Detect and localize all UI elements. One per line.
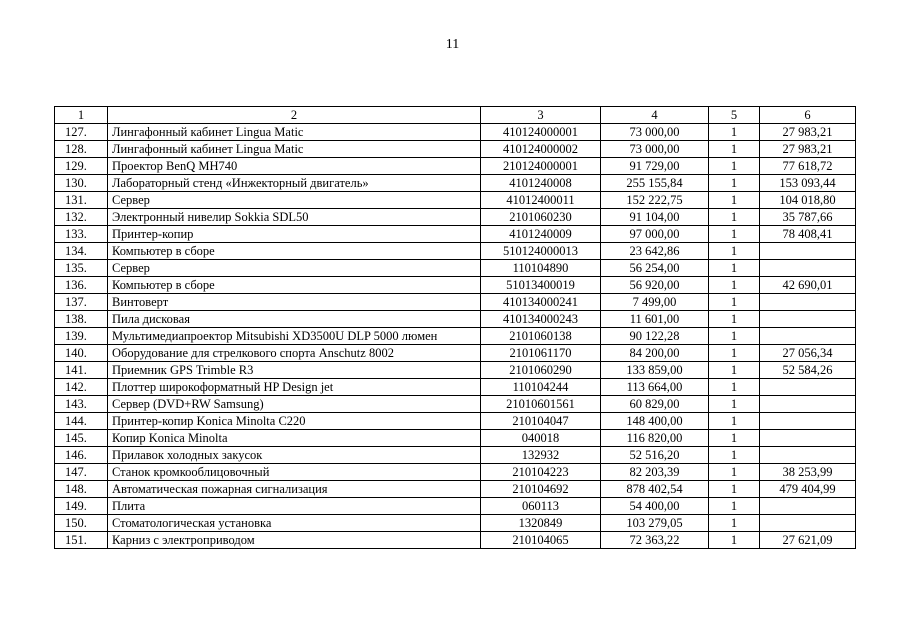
row-number-cell: 127. — [55, 124, 108, 141]
item-name-cell: Лингафонный кабинет Lingua Matic — [108, 141, 481, 158]
residual-value-cell: 35 787,66 — [760, 209, 856, 226]
cost-cell: 133 859,00 — [601, 362, 709, 379]
row-number-cell: 142. — [55, 379, 108, 396]
cost-cell: 84 200,00 — [601, 345, 709, 362]
quantity-cell: 1 — [709, 379, 760, 396]
quantity-cell: 1 — [709, 192, 760, 209]
residual-value-cell — [760, 447, 856, 464]
residual-value-cell — [760, 498, 856, 515]
inventory-table-body — [55, 107, 856, 549]
item-name-cell: Лингафонный кабинет Lingua Matic — [108, 124, 481, 141]
quantity-cell: 1 — [709, 311, 760, 328]
cost-cell: 54 400,00 — [601, 498, 709, 515]
row-number-cell: 138. — [55, 311, 108, 328]
item-name-cell: Винтоверт — [108, 294, 481, 311]
cost-cell: 60 829,00 — [601, 396, 709, 413]
cost-cell: 103 279,05 — [601, 515, 709, 532]
table-row — [55, 243, 856, 260]
row-number-cell: 136. — [55, 277, 108, 294]
residual-value-cell: 78 408,41 — [760, 226, 856, 243]
residual-value-cell — [760, 260, 856, 277]
table-row — [55, 158, 856, 175]
cost-cell: 878 402,54 — [601, 481, 709, 498]
residual-value-cell — [760, 294, 856, 311]
item-name-cell: Сервер — [108, 260, 481, 277]
row-number-cell: 139. — [55, 328, 108, 345]
table-row — [55, 141, 856, 158]
inventory-code-cell: 410134000243 — [481, 311, 601, 328]
item-name-cell: Стоматологическая установка — [108, 515, 481, 532]
inventory-code-cell: 210124000001 — [481, 158, 601, 175]
inventory-code-cell: 110104244 — [481, 379, 601, 396]
inventory-code-cell: 510124000013 — [481, 243, 601, 260]
inventory-code-cell: 4101240009 — [481, 226, 601, 243]
item-name-cell: Станок кромкооблицовочный — [108, 464, 481, 481]
residual-value-cell: 27 983,21 — [760, 124, 856, 141]
inventory-code-cell: 2101060230 — [481, 209, 601, 226]
item-name-cell: Принтер-копир — [108, 226, 481, 243]
inventory-table — [54, 106, 856, 549]
table-row — [55, 413, 856, 430]
item-name-cell: Приемник GPS Trimble R3 — [108, 362, 481, 379]
table-row — [55, 209, 856, 226]
cost-cell: 23 642,86 — [601, 243, 709, 260]
row-number-cell: 145. — [55, 430, 108, 447]
residual-value-cell: 153 093,44 — [760, 175, 856, 192]
row-number-cell: 146. — [55, 447, 108, 464]
inventory-code-cell: 4101240008 — [481, 175, 601, 192]
column-header-3: 3 — [481, 107, 601, 124]
row-number-cell: 133. — [55, 226, 108, 243]
quantity-cell: 1 — [709, 447, 760, 464]
row-number-cell: 129. — [55, 158, 108, 175]
item-name-cell: Лабораторный стенд «Инжекторный двигатель» — [108, 175, 481, 192]
cost-cell: 113 664,00 — [601, 379, 709, 396]
inventory-code-cell: 210104047 — [481, 413, 601, 430]
residual-value-cell: 479 404,99 — [760, 481, 856, 498]
row-number-cell: 141. — [55, 362, 108, 379]
residual-value-cell: 42 690,01 — [760, 277, 856, 294]
residual-value-cell — [760, 396, 856, 413]
quantity-cell: 1 — [709, 141, 760, 158]
cost-cell: 56 254,00 — [601, 260, 709, 277]
inventory-code-cell: 1320849 — [481, 515, 601, 532]
table-row — [55, 447, 856, 464]
quantity-cell: 1 — [709, 413, 760, 430]
residual-value-cell: 27 621,09 — [760, 532, 856, 549]
inventory-code-cell: 51013400019 — [481, 277, 601, 294]
residual-value-cell — [760, 515, 856, 532]
row-number-cell: 137. — [55, 294, 108, 311]
item-name-cell: Сервер — [108, 192, 481, 209]
inventory-code-cell: 040018 — [481, 430, 601, 447]
quantity-cell: 1 — [709, 430, 760, 447]
quantity-cell: 1 — [709, 345, 760, 362]
quantity-cell: 1 — [709, 498, 760, 515]
table-row — [55, 362, 856, 379]
column-header-4: 4 — [601, 107, 709, 124]
residual-value-cell: 104 018,80 — [760, 192, 856, 209]
row-number-cell: 151. — [55, 532, 108, 549]
cost-cell: 82 203,39 — [601, 464, 709, 481]
cost-cell: 56 920,00 — [601, 277, 709, 294]
item-name-cell: Карниз с электроприводом — [108, 532, 481, 549]
row-number-cell: 130. — [55, 175, 108, 192]
residual-value-cell — [760, 430, 856, 447]
quantity-cell: 1 — [709, 209, 760, 226]
column-header-2: 2 — [108, 107, 481, 124]
table-row — [55, 532, 856, 549]
row-number-cell: 144. — [55, 413, 108, 430]
quantity-cell: 1 — [709, 294, 760, 311]
residual-value-cell: 52 584,26 — [760, 362, 856, 379]
item-name-cell: Сервер (DVD+RW Samsung) — [108, 396, 481, 413]
table-row — [55, 277, 856, 294]
table-row — [55, 226, 856, 243]
row-number-cell: 128. — [55, 141, 108, 158]
residual-value-cell: 27 056,34 — [760, 345, 856, 362]
inventory-code-cell: 210104692 — [481, 481, 601, 498]
quantity-cell: 1 — [709, 328, 760, 345]
residual-value-cell — [760, 311, 856, 328]
table-row — [55, 328, 856, 345]
table-row — [55, 345, 856, 362]
table-row — [55, 175, 856, 192]
item-name-cell: Прилавок холодных закусок — [108, 447, 481, 464]
item-name-cell: Автоматическая пожарная сигнализация — [108, 481, 481, 498]
row-number-cell: 135. — [55, 260, 108, 277]
cost-cell: 148 400,00 — [601, 413, 709, 430]
inventory-code-cell: 41012400011 — [481, 192, 601, 209]
row-number-cell: 134. — [55, 243, 108, 260]
cost-cell: 152 222,75 — [601, 192, 709, 209]
row-number-cell: 148. — [55, 481, 108, 498]
row-number-cell: 131. — [55, 192, 108, 209]
page-number: 11 — [445, 37, 460, 52]
quantity-cell: 1 — [709, 158, 760, 175]
cost-cell: 73 000,00 — [601, 124, 709, 141]
quantity-cell: 1 — [709, 124, 760, 141]
table-row — [55, 515, 856, 532]
residual-value-cell: 77 618,72 — [760, 158, 856, 175]
quantity-cell: 1 — [709, 260, 760, 277]
table-row — [55, 430, 856, 447]
inventory-code-cell: 410134000241 — [481, 294, 601, 311]
item-name-cell: Мультимедиапроектор Mitsubishi XD3500U DLP 5000 люмен — [108, 328, 481, 345]
inventory-code-cell: 210104065 — [481, 532, 601, 549]
table-row — [55, 481, 856, 498]
residual-value-cell — [760, 243, 856, 260]
quantity-cell: 1 — [709, 243, 760, 260]
item-name-cell: Пила дисковая — [108, 311, 481, 328]
inventory-code-cell: 210104223 — [481, 464, 601, 481]
quantity-cell: 1 — [709, 277, 760, 294]
residual-value-cell — [760, 413, 856, 430]
item-name-cell: Принтер-копир Konica Minolta C220 — [108, 413, 481, 430]
quantity-cell: 1 — [709, 226, 760, 243]
table-row — [55, 124, 856, 141]
cost-cell: 90 122,28 — [601, 328, 709, 345]
column-header-1: 1 — [55, 107, 108, 124]
cost-cell: 91 729,00 — [601, 158, 709, 175]
quantity-cell: 1 — [709, 396, 760, 413]
inventory-code-cell: 2101060138 — [481, 328, 601, 345]
quantity-cell: 1 — [709, 532, 760, 549]
cost-cell: 255 155,84 — [601, 175, 709, 192]
inventory-code-cell: 2101060290 — [481, 362, 601, 379]
quantity-cell: 1 — [709, 175, 760, 192]
table-row — [55, 260, 856, 277]
row-number-cell: 147. — [55, 464, 108, 481]
table-row — [55, 498, 856, 515]
column-header-5: 5 — [709, 107, 760, 124]
cost-cell: 97 000,00 — [601, 226, 709, 243]
table-row — [55, 311, 856, 328]
inventory-code-cell: 2101061170 — [481, 345, 601, 362]
inventory-code-cell: 132932 — [481, 447, 601, 464]
item-name-cell: Компьютер в сборе — [108, 243, 481, 260]
quantity-cell: 1 — [709, 515, 760, 532]
row-number-cell: 140. — [55, 345, 108, 362]
column-header-6: 6 — [760, 107, 856, 124]
row-number-cell: 150. — [55, 515, 108, 532]
residual-value-cell — [760, 379, 856, 396]
row-number-cell: 149. — [55, 498, 108, 515]
quantity-cell: 1 — [709, 362, 760, 379]
cost-cell: 11 601,00 — [601, 311, 709, 328]
quantity-cell: 1 — [709, 481, 760, 498]
cost-cell: 91 104,00 — [601, 209, 709, 226]
cost-cell: 73 000,00 — [601, 141, 709, 158]
row-number-cell: 143. — [55, 396, 108, 413]
table-row — [55, 396, 856, 413]
table-row — [55, 294, 856, 311]
residual-value-cell: 38 253,99 — [760, 464, 856, 481]
inventory-code-cell: 21010601561 — [481, 396, 601, 413]
item-name-cell: Копир Konica Minolta — [108, 430, 481, 447]
item-name-cell: Плоттер широкоформатный HP Design jet — [108, 379, 481, 396]
item-name-cell: Оборудование для стрелкового спорта Anschutz 8002 — [108, 345, 481, 362]
table-header-row — [55, 107, 856, 124]
table-row — [55, 192, 856, 209]
item-name-cell: Плита — [108, 498, 481, 515]
table-row — [55, 464, 856, 481]
row-number-cell: 132. — [55, 209, 108, 226]
inventory-code-cell: 060113 — [481, 498, 601, 515]
table-row — [55, 379, 856, 396]
item-name-cell: Электронный нивелир Sokkia SDL50 — [108, 209, 481, 226]
inventory-code-cell: 410124000002 — [481, 141, 601, 158]
cost-cell: 72 363,22 — [601, 532, 709, 549]
item-name-cell: Проектор BenQ MH740 — [108, 158, 481, 175]
residual-value-cell: 27 983,21 — [760, 141, 856, 158]
cost-cell: 7 499,00 — [601, 294, 709, 311]
residual-value-cell — [760, 328, 856, 345]
inventory-code-cell: 110104890 — [481, 260, 601, 277]
item-name-cell: Компьютер в сборе — [108, 277, 481, 294]
inventory-code-cell: 410124000001 — [481, 124, 601, 141]
cost-cell: 52 516,20 — [601, 447, 709, 464]
cost-cell: 116 820,00 — [601, 430, 709, 447]
quantity-cell: 1 — [709, 464, 760, 481]
